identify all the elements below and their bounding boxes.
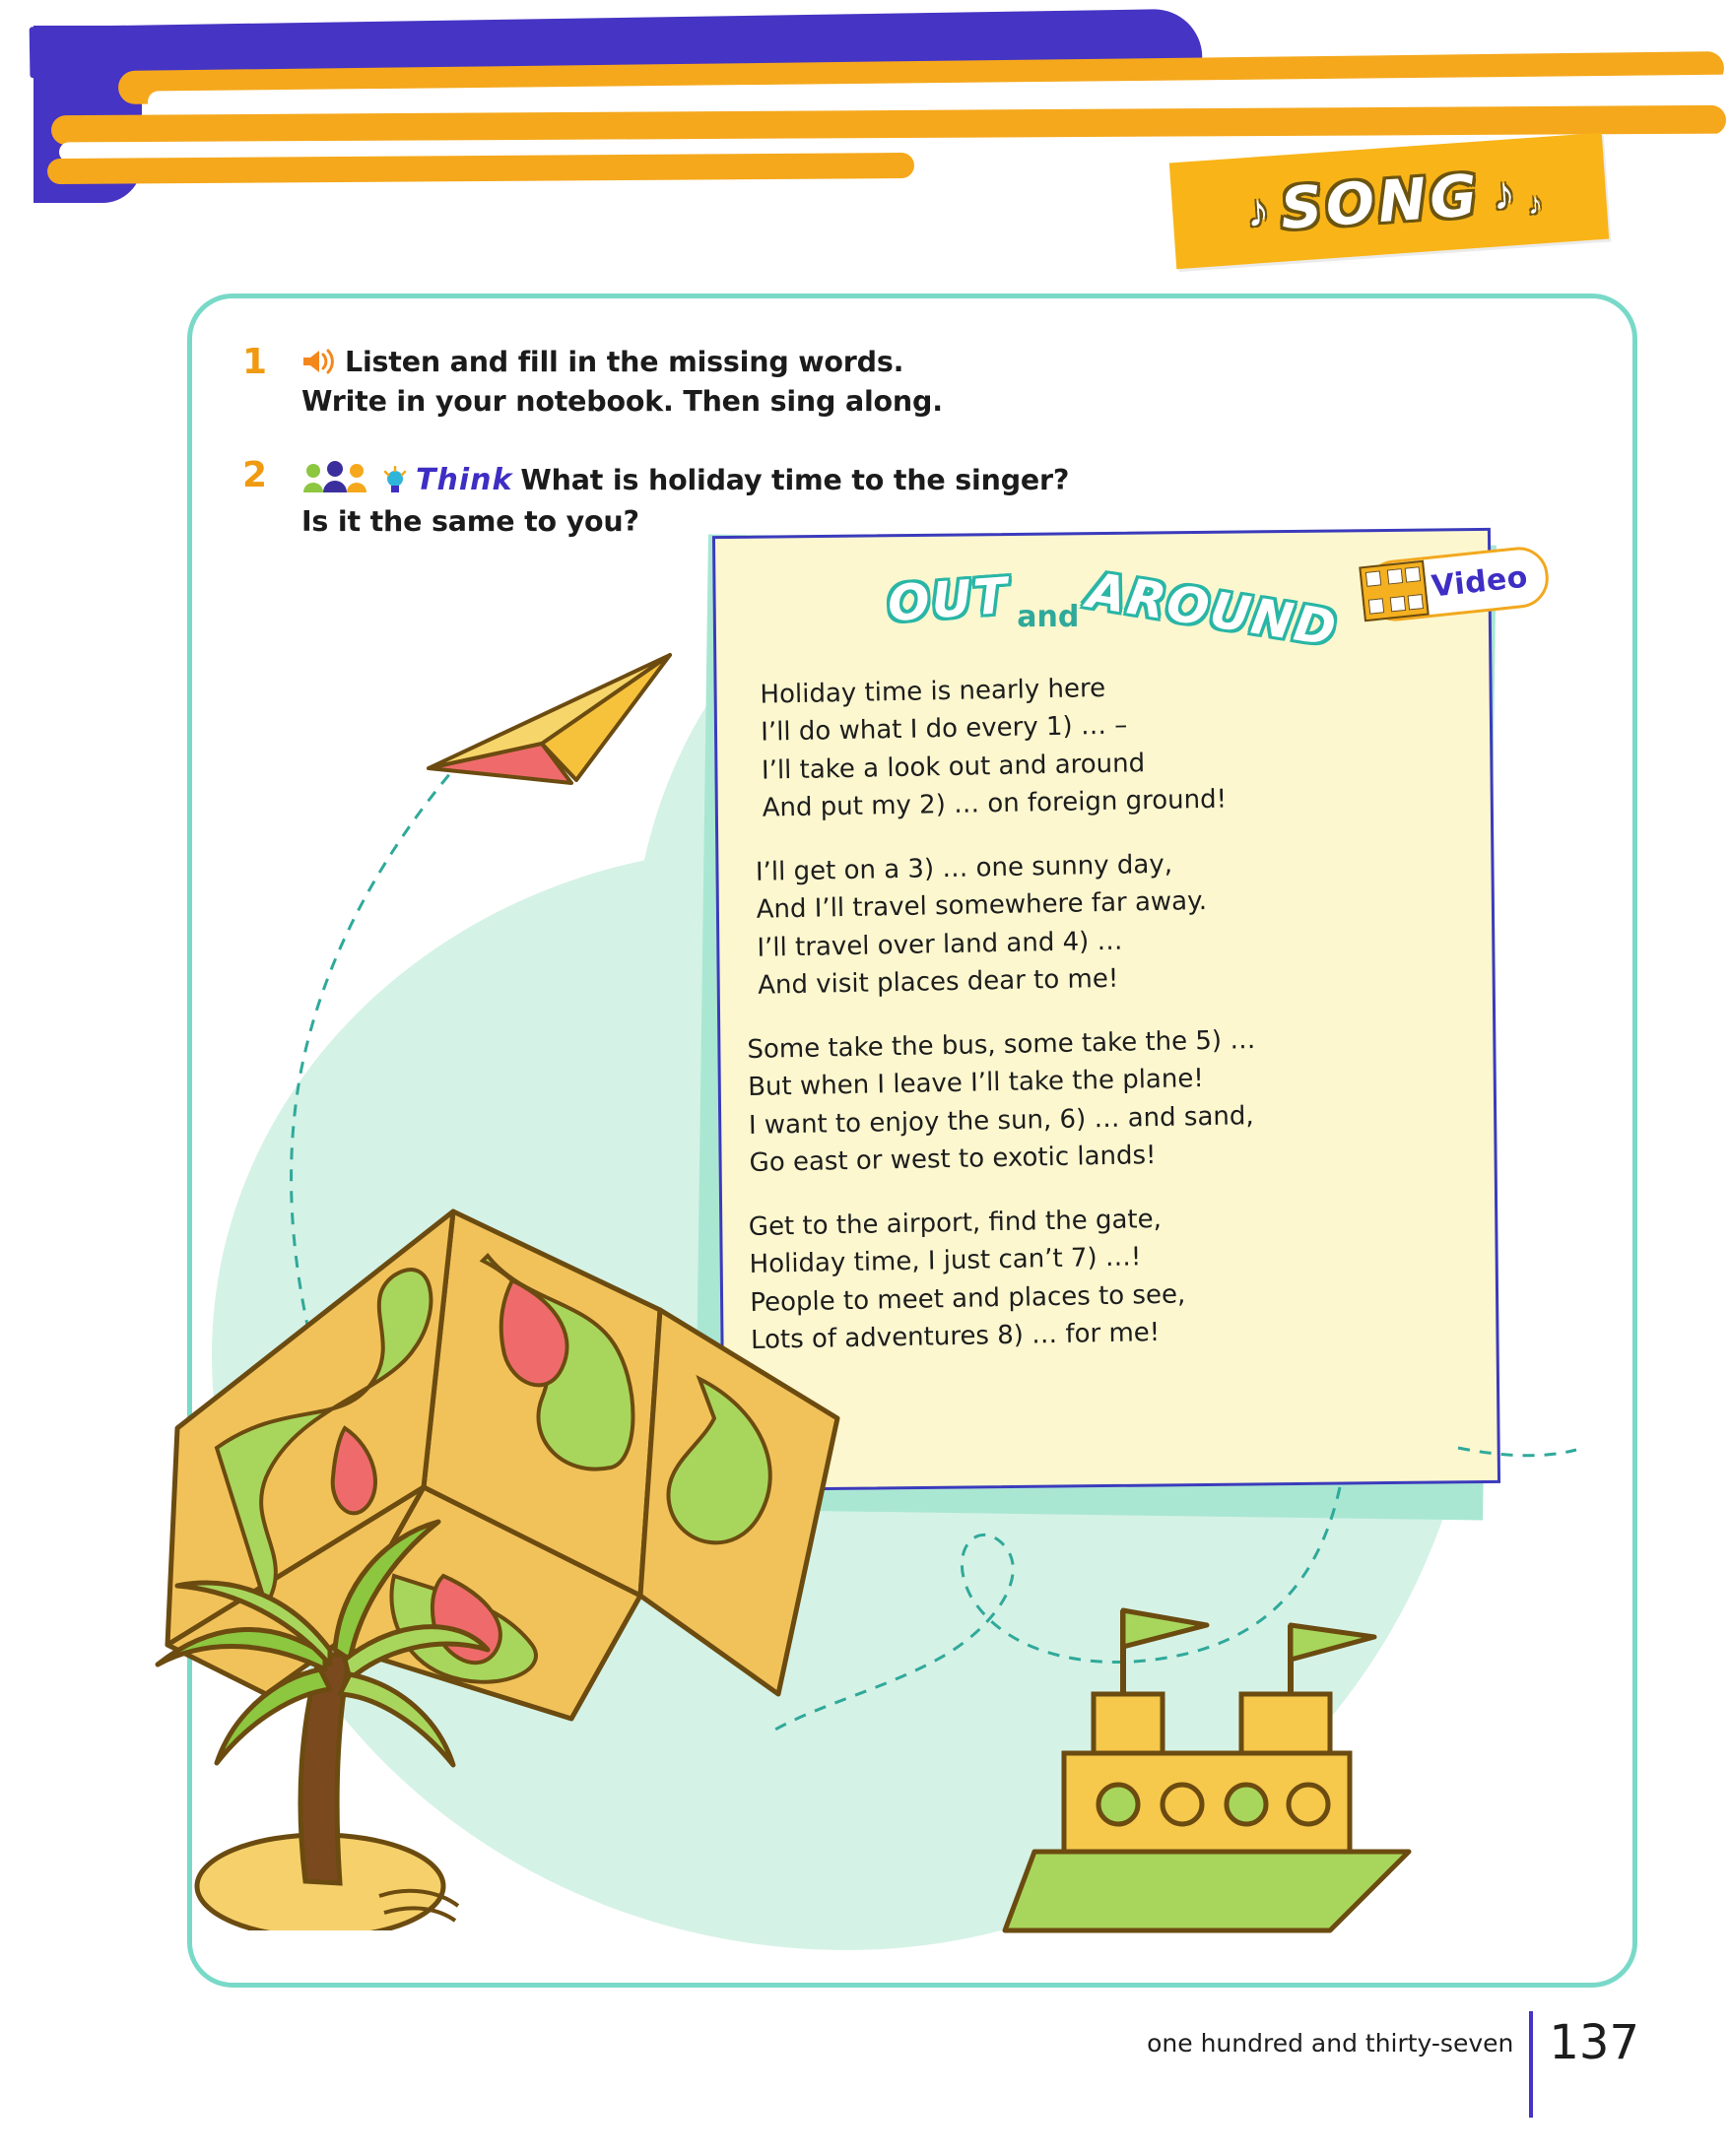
lyric-line: People to meet and places to see,: [750, 1279, 1186, 1318]
lyric-stanza: [742, 840, 1464, 1006]
paper-plane-illustration: [424, 650, 690, 793]
speaker-icon: [301, 347, 335, 386]
footer-divider: [1529, 2011, 1533, 2118]
song-title-part2: AROUND: [1084, 561, 1342, 658]
banner-orange-stripe-3: [47, 153, 914, 184]
lyric-stanza: [745, 1017, 1467, 1183]
lyric-line: And visit places dear to me!: [757, 964, 1119, 1002]
film-strip-icon: [1359, 560, 1429, 622]
lyric-line: Holiday time, I just can’t 7) …!: [749, 1242, 1142, 1280]
lyric-stanza: [738, 663, 1460, 828]
lyric-line: I’ll do what I do every 1) … –: [760, 710, 1128, 749]
lyric-line: Get to the airport, find the gate,: [748, 1204, 1163, 1242]
video-badge-label: Video: [1430, 559, 1530, 605]
music-note-small-icon: ♪: [1526, 187, 1544, 222]
lyric-line: And put my 2) … on foreign ground!: [762, 784, 1228, 824]
lyric-line: And I’ll travel somewhere far away.: [756, 886, 1208, 926]
exercise-number: 2: [242, 454, 268, 495]
exercise-text-block: [301, 456, 1069, 542]
think-label: Think: [416, 462, 513, 497]
exercise-list: [242, 343, 1208, 575]
music-note-icon: ♪: [1244, 183, 1271, 237]
song-title: [828, 561, 1399, 658]
lyric-line: But when I leave I’ll take the plane!: [747, 1064, 1205, 1103]
footer-page-words: one hundred and thirty-seven: [1147, 2028, 1514, 2058]
lyric-line: Holiday time is nearly here: [760, 673, 1106, 710]
song-title-part1: OUT: [886, 566, 1012, 633]
lyric-line: I’ll travel over land and 4) …: [757, 926, 1123, 963]
lyric-line: I’ll get on a 3) … one sunny day,: [755, 849, 1173, 887]
lyric-line: Go east or west to exotic lands!: [749, 1141, 1157, 1179]
exercise-item-1: [242, 343, 1208, 423]
boat-illustration: [995, 1576, 1448, 1955]
exercise-line-2: Write in your notebook. Then sing along.: [301, 385, 943, 419]
exercise-text-block: [301, 343, 943, 423]
exercise-line-1: What is holiday time to the singer?: [520, 463, 1070, 496]
lyric-line: Lots of adventures 8) … for me!: [750, 1318, 1161, 1355]
lyric-line: Some take the bus, some take the 5) …: [747, 1024, 1256, 1065]
exercise-line-1: Listen and fill in the missing words.: [345, 346, 904, 378]
music-note-icon: ♪: [1491, 166, 1517, 220]
exercise-number: 1: [242, 342, 268, 382]
lyric-line: I want to enjoy the sun, 6) … and sand,: [748, 1100, 1254, 1141]
group-icon: [301, 461, 368, 505]
song-title-and: and: [1017, 600, 1080, 634]
exercise-line-2: Is it the same to you?: [301, 504, 639, 538]
exercise-item-2: [242, 456, 1208, 542]
lyric-line: I’ll take a look out and around: [761, 749, 1146, 786]
lightbulb-icon: [382, 466, 408, 506]
palm-tree-illustration: [138, 1507, 493, 1935]
song-tab-label: SONG: [1278, 161, 1484, 242]
page-footer: [1147, 1990, 1639, 2096]
page-number: 137: [1549, 2015, 1639, 2070]
